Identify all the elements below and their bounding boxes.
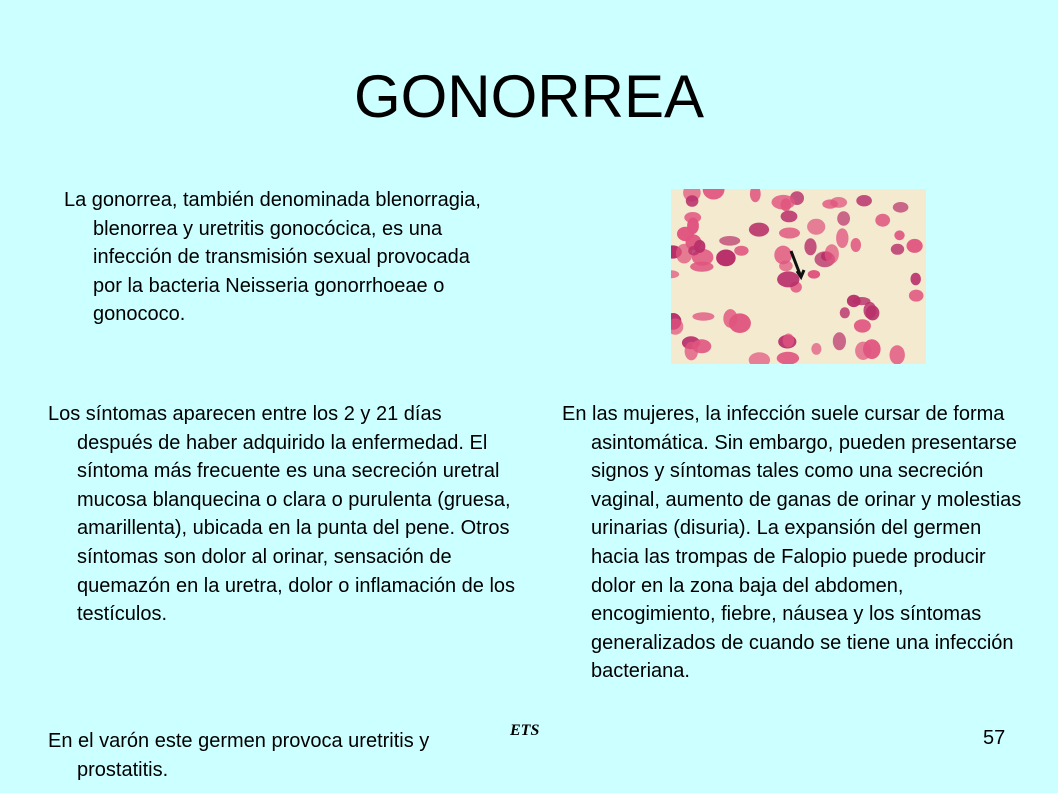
stained-cell [856,195,872,206]
stained-cell [749,223,769,237]
stained-cell [692,339,711,353]
symptoms-men-text: Los síntomas aparecen entre los 2 y 21 días después de haber adquirido la enfermedad. El síntoma más frecuente es una secreción uretral mucosa blanquecina o clara o purulenta (gruesa, amarillenta), ubicada en la punta del pene. Otros síntomas son dolor al orinar, sensación de quemazón en la uretra, dolor o inflamación de los testículos. [48,403,516,626]
stained-cell [911,273,921,286]
symptoms-women-paragraph [562,400,1022,686]
stained-cell [847,295,861,307]
stained-cell [671,270,679,278]
stained-cell [677,227,694,241]
stained-cell [734,246,748,256]
stained-cell [807,219,825,235]
stained-cell [749,352,770,364]
intro-text: La gonorrea, también denominada blenorragia, blenorrea y uretritis gonocócica, es una infección de transmisión sexual provocada por la bacteria Neisseria gonorrhoeae o gonococo. [64,189,481,326]
stained-cell [686,195,699,207]
slide-title: GONORREA [353,63,705,130]
stained-cell [703,189,725,200]
stained-cell [890,345,905,364]
stained-cell [723,309,737,328]
stained-cell [836,228,848,248]
stained-cell [811,343,821,355]
stained-cell [893,202,909,213]
male-effects-paragraph [48,727,518,784]
symptoms-men-paragraph [48,400,518,629]
microscope-image [671,189,926,364]
stained-cell [833,332,846,350]
stained-cell [774,246,792,265]
stained-cell [783,334,794,348]
stained-cell [781,211,798,223]
stained-cell [777,352,799,364]
stained-cell [854,319,871,332]
symptoms-women-text: En las mujeres, la infección suele cursar de forma asintomática. Sin embargo, pueden presentarse signos y síntomas tales como una secreción vaginal, aumento de ganas de orinar y molestias urinarias (disuria). La expansión del germen hacia las trompas de Falopio puede producir dolor en la zona baja del abdomen, encogimiento, fiebre, náusea y los síntomas generalizados de cuando se tiene una infección bacteriana. [562,403,1022,683]
footer-label: ETS [510,722,540,739]
stained-cell [851,238,861,252]
stained-cell [822,199,838,208]
stained-cell [891,244,904,255]
gonococcus-micrograph [671,189,926,364]
stained-cell [840,307,850,318]
stained-cell [864,302,877,319]
stained-cell [716,250,736,267]
stained-cell [909,290,924,302]
page-number: 57 [983,727,1006,749]
stained-cell [772,195,796,210]
stained-cell [777,271,799,287]
stained-cell [694,240,705,253]
stained-cell [825,244,839,263]
stained-cell [894,230,904,240]
stained-cell [671,318,683,334]
male-effects-text: En el varón este germen provoca uretritis y prostatitis. [48,730,430,781]
stained-cell [692,312,714,320]
stained-cell [808,270,820,279]
stained-cell [855,342,871,360]
intro-paragraph [64,186,504,329]
stained-cell [719,236,740,246]
stained-cell [907,239,923,253]
stained-cell [875,214,890,227]
stained-cell [750,189,761,202]
stained-cell [804,238,816,255]
stained-cell [837,211,850,225]
stained-cell [779,228,800,239]
